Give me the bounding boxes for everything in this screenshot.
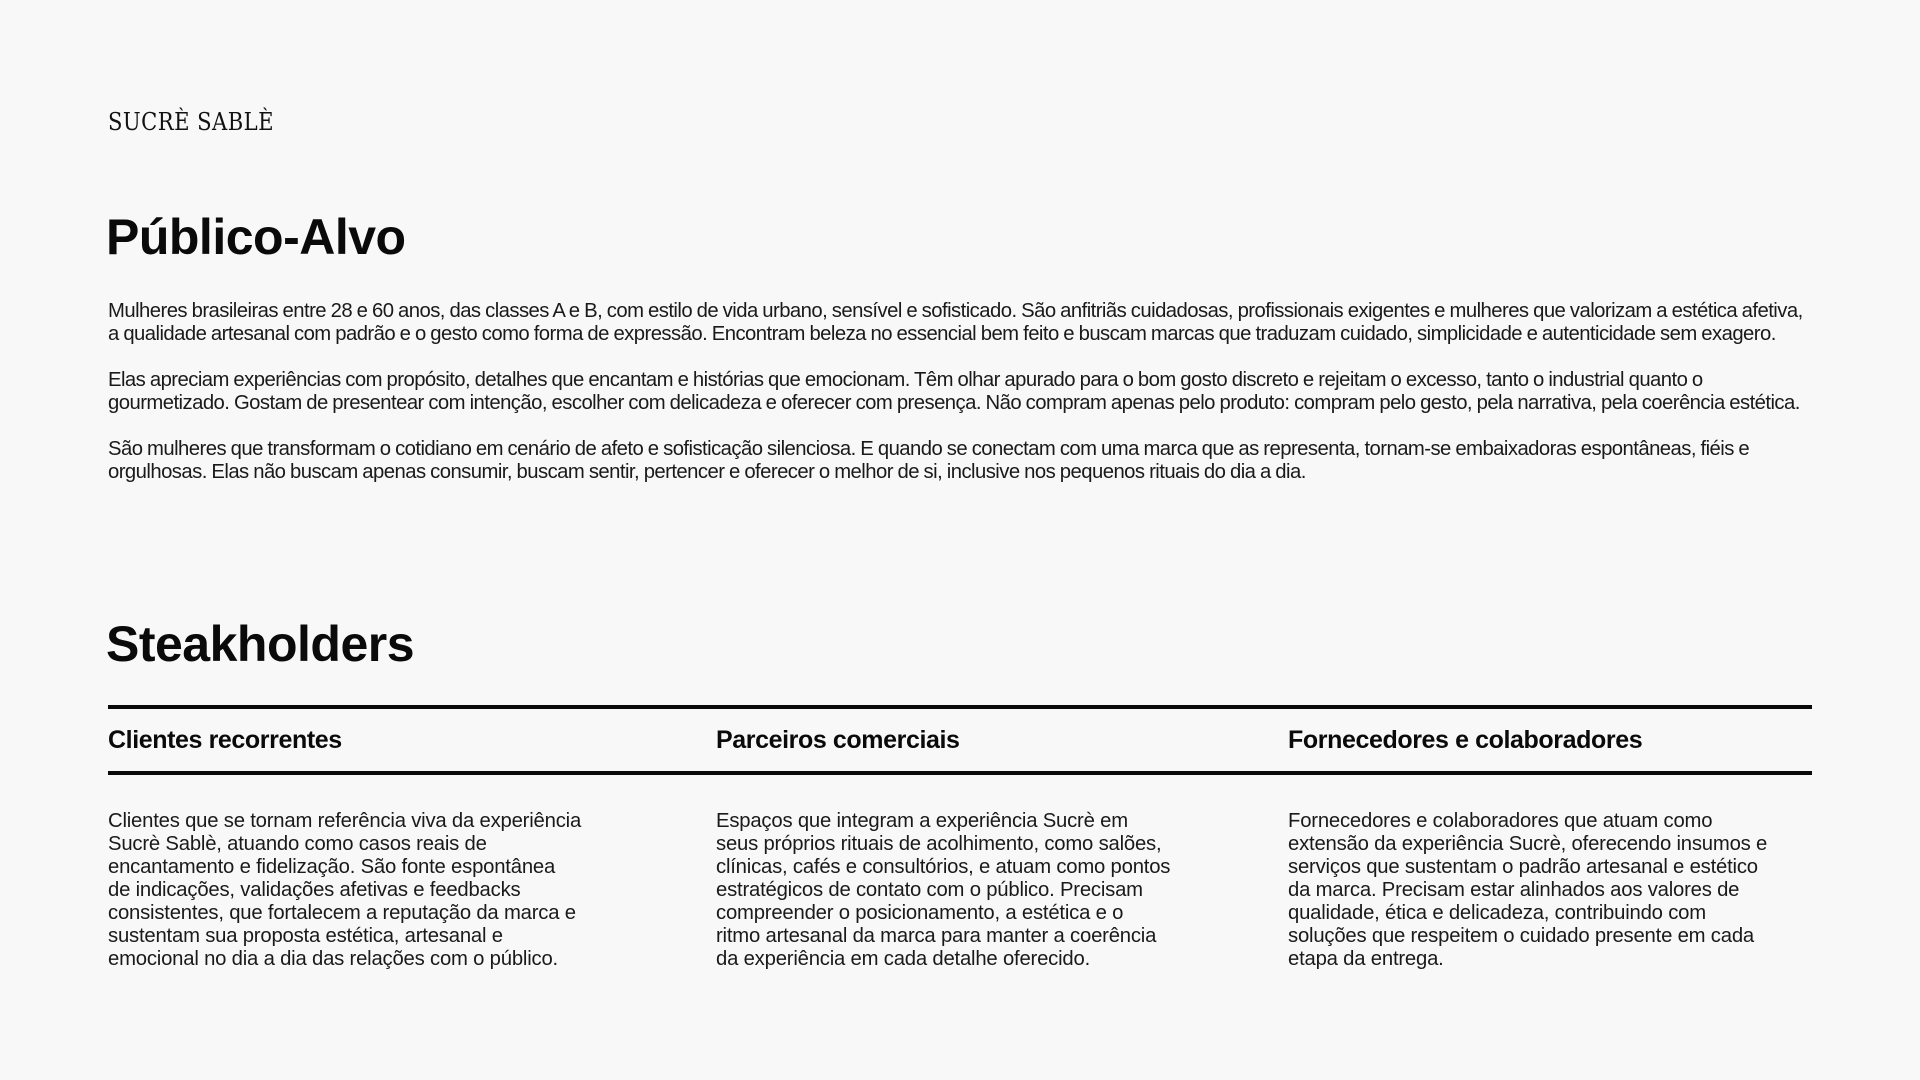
text-line: etapa da entrega.	[1288, 948, 1444, 970]
text-line: de indicações, validações afetivas e feedbacks	[108, 879, 521, 901]
stakeholders-top-divider	[108, 705, 1812, 709]
text-line: compreender o posicionamento, a estética e o	[716, 902, 1124, 924]
text-line: qualidade, ética e delicadeza, contribuindo com	[1288, 902, 1706, 924]
text-line: clínicas, cafés e consultórios, e atuam como pontos	[716, 856, 1171, 878]
text-line: extensão da experiência Sucrè, oferecendo insumos e	[1288, 833, 1768, 855]
stakeholder-heading-parceiros: Parceiros comerciais	[716, 726, 960, 754]
text-line: seus próprios rituais de acolhimento, como salões,	[716, 833, 1162, 855]
text-line: consistentes, que fortalecem a reputação da marca e	[108, 902, 576, 924]
text-line: da marca. Precisam estar alinhados aos valores de	[1288, 879, 1740, 901]
publico-alvo-paragraph-2: Elas apreciam experiências com propósito, detalhes que encantam e histórias que emocionam. Têm olhar apurado para o bom gosto discreto e rejeitam o excesso, tanto o industrial quanto o gourmetizado. Gostam de presentear com intenção, escolher com delicadeza e oferecer com presença. Não compram apenas pelo produto: compram pelo gesto, pela narrativa, pela coerência estética.	[108, 369, 1800, 414]
text-line: sustentam sua proposta estética, artesanal e	[108, 925, 503, 947]
stakeholders-title: Steakholders	[106, 616, 415, 672]
text-line: Clientes que se tornam referência viva da experiência	[108, 810, 582, 832]
text-line: encantamento e fidelização. São fonte espontânea	[108, 856, 556, 878]
brand-logo: SUCRÈ SABLÈ	[108, 108, 274, 136]
text-line: Espaços que integram a experiência Sucrè em	[716, 810, 1128, 832]
publico-alvo-title: Público-Alvo	[106, 209, 406, 265]
stakeholder-heading-fornecedores: Fornecedores e colaboradores	[1288, 726, 1643, 754]
publico-alvo-section	[108, 300, 1808, 507]
text-line: soluções que respeitem o cuidado presente em cada	[1288, 925, 1754, 947]
text-line: Fornecedores e colaboradores que atuam como	[1288, 810, 1713, 832]
stakeholder-heading-clientes: Clientes recorrentes	[108, 726, 342, 754]
stakeholder-description-fornecedores	[1288, 810, 1818, 971]
publico-alvo-paragraph-1: Mulheres brasileiras entre 28 e 60 anos, das classes A e B, com estilo de vida urbano, sensível e sofisticado. São anfitriãs cuidadosas, profissionais exigentes e mulheres que valorizam a estética afetiva, a qualidade artesanal com padrão e o gesto como forma de expressão. Encontram beleza no essencial bem feito e buscam marcas que traduzam cuidado, simplicidade e autenticidade sem exagero.	[108, 300, 1803, 345]
text-line: estratégicos de contato com o público. Precisam	[716, 879, 1143, 901]
stakeholders-bottom-divider	[108, 771, 1812, 775]
text-line: da experiência em cada detalhe oferecido.	[716, 948, 1091, 970]
stakeholder-description-clientes	[108, 810, 638, 971]
text-line: Sucrè Sablè, atuando como casos reais de	[108, 833, 487, 855]
publico-alvo-paragraph-3: São mulheres que transformam o cotidiano em cenário de afeto e sofisticação silenciosa. E quando se conectam com uma marca que as representa, tornam-se embaixadoras espontâneas, fiéis e orgulhosas. Elas não buscam apenas consumir, buscam sentir, pertencer e oferecer o melhor de si, inclusive nos pequenos rituais do dia a dia.	[108, 438, 1750, 483]
text-line: serviços que sustentam o padrão artesanal e estético	[1288, 856, 1758, 878]
stakeholder-description-parceiros	[716, 810, 1216, 971]
text-line: ritmo artesanal da marca para manter a coerência	[716, 925, 1157, 947]
text-line: emocional no dia a dia das relações com o público.	[108, 948, 558, 970]
